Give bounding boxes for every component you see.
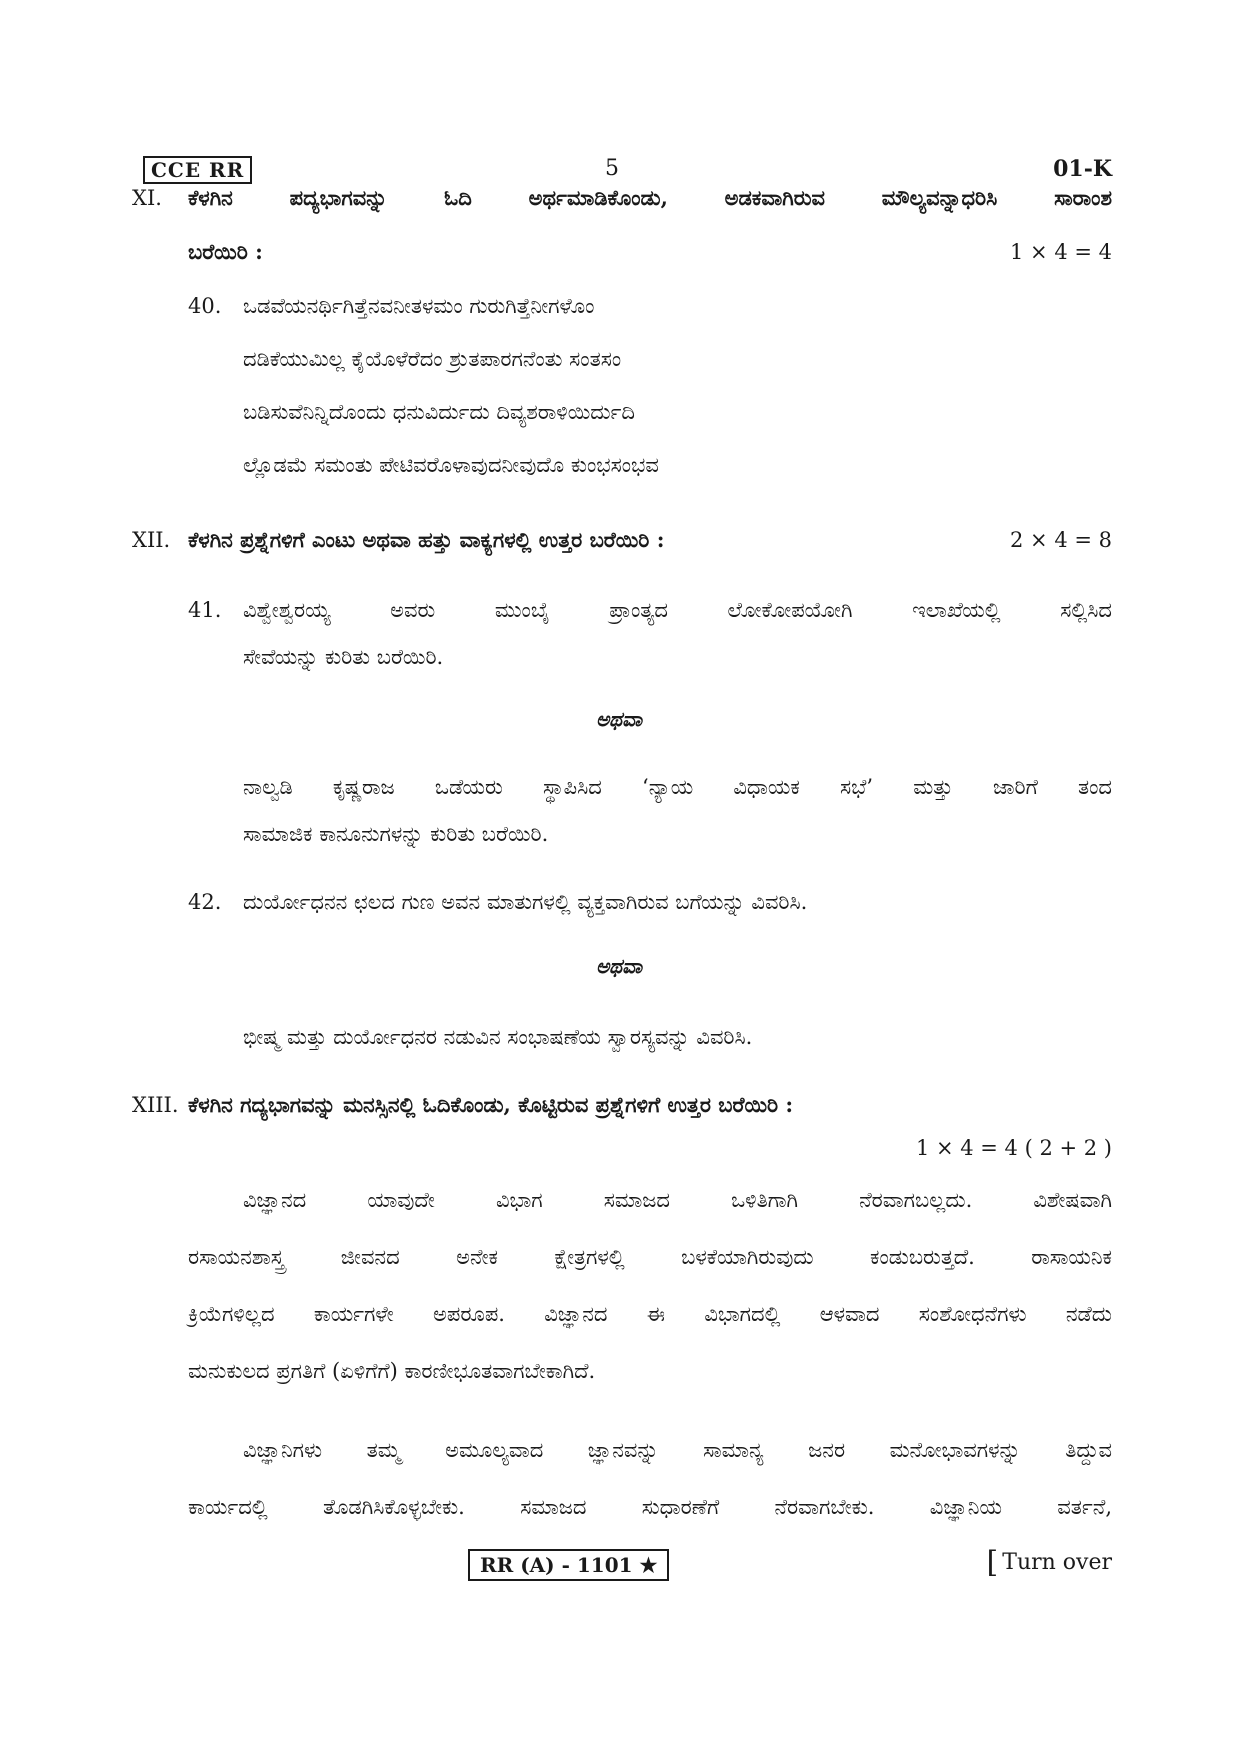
paper-code: 01-K [1053, 156, 1112, 182]
section-xii-instruction: ಕೆಳಗಿನ ಪ್ರಶ್ನೆಗಳಿಗೆ ಎಂಟು ಅಥವಾ ಹತ್ತು ವಾಕ್ಯಗಳಲ್ಲಿ ಉತ್ತರ ಬರೆಯಿರಿ : [188, 527, 665, 552]
passage-para1-line3: ಕ್ರಿಯೆಗಳಿಲ್ಲದ ಕಾರ್ಯಗಳೇ ಅಪರೂಪ. ವಿಜ್ಞಾನದ ಈ ವಿಭಾಗದಲ್ಲಿ ಆಳವಾದ ಸಂಶೋಧನೆಗಳು ನಡೆದು [188, 1302, 1112, 1326]
page-number: 5 [605, 156, 619, 181]
question-41-alt-line2: ಸಾಮಾಜಿಕ ಕಾನೂನುಗಳನ್ನು ಕುರಿತು ಬರೆಯಿರಿ. [243, 822, 549, 846]
question-41-number: 41. [188, 598, 222, 622]
turn-over-label: Turn over [1002, 1550, 1112, 1575]
passage-para2-line1: ವಿಜ್ಞಾನಿಗಳು ತಮ್ಮ ಅಮೂಲ್ಯವಾದ ಜ್ಞಾನವನ್ನು ಸಾಮಾನ್ಯ ಜನರ ಮನೋಭಾವಗಳನ್ನು ತಿದ್ದುವ [243, 1438, 1112, 1462]
section-xiii-number: XIII. [132, 1093, 179, 1117]
passage-para1-line4: ಮನುಕುಲದ ಪ್ರಗತಿಗೆ (ಏಳಿಗೆಗೆ) ಕಾರಣೀಭೂತವಾಗಬೇಕಾಗಿದೆ. [188, 1359, 596, 1383]
section-xiii-instruction: ಕೆಳಗಿನ ಗದ್ಯಭಾಗವನ್ನು ಮನಸ್ಸಿನಲ್ಲಿ ಓದಿಕೊಂಡು, ಕೊಟ್ಟಿರುವ ಪ್ರಶ್ನೆಗಳಿಗೆ ಉತ್ತರ ಬರೆಯಿರಿ : [188, 1092, 794, 1117]
bracket-glyph: [ [986, 1545, 999, 1580]
question-41-alt-line1: ನಾಲ್ವಡಿ ಕೃಷ್ಣರಾಜ ಒಡೆಯರು ಸ್ಥಾಪಿಸಿದ ‘ನ್ಯಾಯ ವಿಧಾಯಕ ಸಭೆ’ ಮತ್ತು ಜಾರಿಗೆ ತಂದ [243, 775, 1112, 799]
section-xi-number: XI. [132, 186, 162, 210]
poem-line-3: ಬಡಿಸುವೆನಿನ್ನಿದೊಂದು ಧನುವಿರ್ದುದು ದಿವ್ಯಶರಾಳಿಯಿರ್ದುದಿ [243, 400, 635, 424]
or-divider-1: ಅಥವಾ [596, 707, 642, 731]
question-40-number: 40. [188, 294, 222, 318]
section-xii-marks: 2 × 4 = 8 [1010, 528, 1112, 552]
or-divider-2: ಅಥವಾ [596, 954, 642, 978]
passage-para1-line1: ವಿಜ್ಞಾನದ ಯಾವುದೇ ವಿಭಾಗ ಸಮಾಜದ ಒಳಿತಿಗಾಗಿ ನೆರವಾಗಬಲ್ಲದು. ವಿಶೇಷವಾಗಿ [243, 1188, 1112, 1212]
section-xi-instruction-line1: ಕೆಳಗಿನ ಪದ್ಯಭಾಗವನ್ನು ಓದಿ ಅರ್ಥಮಾಡಿಕೊಂಡು, ಅಡಕವಾಗಿರುವ ಮೌಲ್ಯವನ್ನಾಧರಿಸಿ ಸಾರಾಂಶ [188, 185, 1112, 210]
header-code-box: CCE RR [143, 156, 252, 184]
section-xii-number: XII. [132, 528, 171, 552]
turn-over-note [986, 1545, 1112, 1580]
section-xi-instruction-line2: ಬರೆಯಿರಿ : [188, 239, 263, 264]
question-42-alt-text: ಭೀಷ್ಮ ಮತ್ತು ದುರ್ಯೋಧನರ ನಡುವಿನ ಸಂಭಾಷಣೆಯ ಸ್ವಾರಸ್ಯವನ್ನು ವಿವರಿಸಿ. [243, 1025, 753, 1049]
poem-line-4: ಲ್ಲೊಡಮೆ ಸಮಂತು ಪೇಟಿವರೊಳಾವುದನೀವುದೊ ಕುಂಭಸಂಭವ [243, 453, 659, 477]
section-xiii-marks: 1 × 4 = 4 ( 2 + 2 ) [915, 1136, 1112, 1160]
question-41-line2: ಸೇವೆಯನ್ನು ಕುರಿತು ಬರೆಯಿರಿ. [243, 645, 444, 669]
poem-line-1: ಒಡವೆಯನರ್ಥಿಗಿತ್ತೆನವನೀತಳಮಂ ಗುರುಗಿತ್ತೆನೀಗಳೊಂ [243, 294, 595, 318]
section-xi-marks: 1 × 4 = 4 [1010, 240, 1112, 264]
passage-para2-line2: ಕಾರ್ಯದಲ್ಲಿ ತೊಡಗಿಸಿಕೊಳ್ಳಬೇಕು. ಸಮಾಜದ ಸುಧಾರಣೆಗೆ ನೆರವಾಗಬೇಕು. ವಿಜ್ಞಾನಿಯ ವರ್ತನೆ, [188, 1495, 1112, 1519]
question-42-text: ದುರ್ಯೋಧನನ ಛಲದ ಗುಣ ಅವನ ಮಾತುಗಳಲ್ಲಿ ವ್ಯಕ್ತವಾಗಿರುವ ಬಗೆಯನ್ನು ವಿವರಿಸಿ. [243, 890, 808, 914]
question-42-number: 42. [188, 890, 222, 914]
passage-para1-line2: ರಸಾಯನಶಾಸ್ತ್ರ ಜೀವನದ ಅನೇಕ ಕ್ಷೇತ್ರಗಳಲ್ಲಿ ಬಳಕೆಯಾಗಿರುವುದು ಕಂಡುಬರುತ್ತದೆ. ರಾಸಾಯನಿಕ [188, 1245, 1112, 1269]
poem-line-2: ದಡಿಕೆಯುಮಿಲ್ಲ ಕೈಯೊಳೆರೆದಂ ಶ್ರುತಪಾರಗನೆಂತು ಸಂತಸಂ [243, 347, 622, 371]
footer-code-box: RR (A) - 1101 ★ [468, 1549, 669, 1581]
question-41-line1: ವಿಶ್ವೇಶ್ವರಯ್ಯ ಅವರು ಮುಂಬೈ ಪ್ರಾಂತ್ಯದ ಲೋಕೋಪಯೋಗಿ ಇಲಾಖೆಯಲ್ಲಿ ಸಲ್ಲಿಸಿದ [243, 598, 1112, 622]
